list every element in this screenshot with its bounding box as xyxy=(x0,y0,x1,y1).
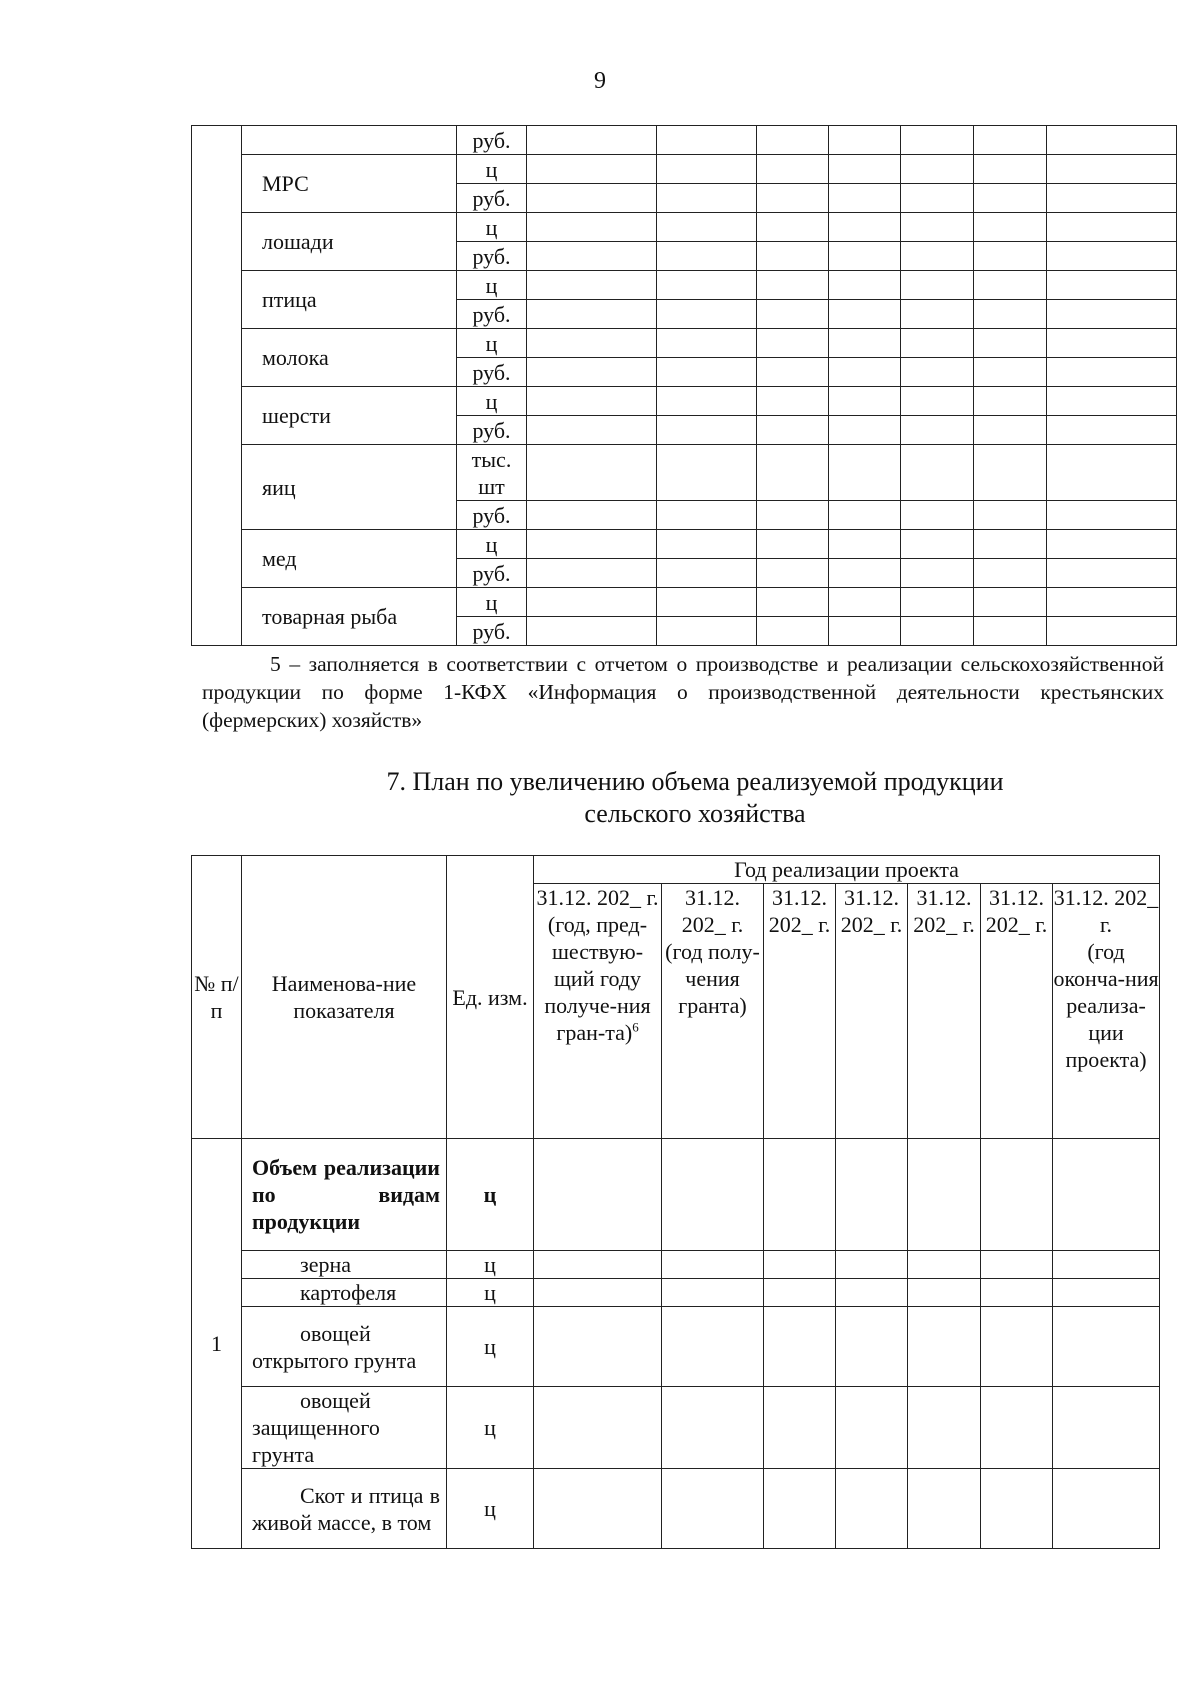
value-cell xyxy=(901,445,974,501)
value-cell xyxy=(657,271,757,300)
year-date: 31.12. 202_ г. xyxy=(913,885,975,937)
value-cell xyxy=(836,1469,908,1549)
value-cell xyxy=(901,300,974,329)
row-name-cell xyxy=(242,126,457,155)
value-cell xyxy=(901,588,974,617)
value-cell xyxy=(1047,416,1177,445)
value-cell xyxy=(1053,1469,1160,1549)
value-cell xyxy=(974,530,1047,559)
value-cell xyxy=(908,1279,981,1307)
unit-cell: ц xyxy=(457,155,527,184)
indicator-name-cell: Объем реализации по видам продукции xyxy=(242,1139,447,1251)
value-cell xyxy=(657,617,757,646)
value-cell xyxy=(527,213,657,242)
value-cell xyxy=(908,1469,981,1549)
unit-cell: ц xyxy=(447,1387,534,1469)
value-cell xyxy=(657,445,757,501)
row-number-cell xyxy=(192,126,242,646)
value-cell xyxy=(1047,184,1177,213)
value-cell xyxy=(829,501,901,530)
value-cell xyxy=(657,358,757,387)
value-cell xyxy=(1047,588,1177,617)
value-cell xyxy=(757,617,829,646)
value-cell xyxy=(662,1251,764,1279)
header-year-col-3 xyxy=(764,884,836,1139)
header-year-col-7 xyxy=(1053,884,1160,1139)
value-cell xyxy=(901,242,974,271)
sales-plan-table xyxy=(191,855,1160,1549)
value-cell xyxy=(974,416,1047,445)
value-cell xyxy=(974,126,1047,155)
value-cell xyxy=(764,1251,836,1279)
value-cell xyxy=(981,1251,1053,1279)
page-number: 9 xyxy=(594,68,606,94)
value-cell xyxy=(757,242,829,271)
value-cell xyxy=(829,184,901,213)
unit-cell: руб. xyxy=(457,126,527,155)
value-cell xyxy=(829,126,901,155)
header-year-col-1 xyxy=(534,884,662,1139)
value-cell xyxy=(1047,387,1177,416)
value-cell xyxy=(764,1469,836,1549)
value-cell xyxy=(657,416,757,445)
value-cell xyxy=(757,358,829,387)
year-date: 31.12. 202_ г. xyxy=(768,885,831,937)
year-note: (год полу-чения гранта) xyxy=(665,939,760,1018)
value-cell xyxy=(657,387,757,416)
value-cell xyxy=(527,530,657,559)
value-cell xyxy=(662,1279,764,1307)
value-cell xyxy=(974,213,1047,242)
value-cell xyxy=(901,501,974,530)
value-cell xyxy=(1047,501,1177,530)
value-cell xyxy=(974,559,1047,588)
section-title-line-2: сельского хозяйства xyxy=(584,799,806,828)
unit-cell: ц xyxy=(447,1469,534,1549)
value-cell xyxy=(829,358,901,387)
value-cell xyxy=(757,416,829,445)
value-cell xyxy=(534,1279,662,1307)
value-cell xyxy=(764,1307,836,1387)
value-cell xyxy=(662,1139,764,1251)
value-cell xyxy=(527,617,657,646)
value-cell xyxy=(1047,155,1177,184)
value-cell xyxy=(657,588,757,617)
value-cell xyxy=(1047,271,1177,300)
value-cell xyxy=(757,387,829,416)
value-cell xyxy=(836,1307,908,1387)
value-cell xyxy=(829,588,901,617)
value-cell xyxy=(901,184,974,213)
value-cell xyxy=(527,358,657,387)
value-cell xyxy=(829,155,901,184)
value-cell xyxy=(901,329,974,358)
value-cell xyxy=(657,155,757,184)
value-cell xyxy=(829,271,901,300)
value-cell xyxy=(901,559,974,588)
value-cell xyxy=(974,358,1047,387)
value-cell xyxy=(662,1387,764,1469)
unit-cell: ц xyxy=(447,1139,534,1251)
year-date: 31.12. 202_ г. xyxy=(536,885,659,910)
value-cell xyxy=(527,242,657,271)
value-cell xyxy=(657,530,757,559)
value-cell xyxy=(901,213,974,242)
value-cell xyxy=(974,271,1047,300)
year-date: 31.12. 202_ г. xyxy=(681,885,744,937)
value-cell xyxy=(981,1307,1053,1387)
value-cell xyxy=(836,1387,908,1469)
value-cell xyxy=(764,1387,836,1469)
header-unit: Ед. изм. xyxy=(447,856,534,1139)
value-cell xyxy=(1047,617,1177,646)
value-cell xyxy=(757,271,829,300)
value-cell xyxy=(757,445,829,501)
value-cell xyxy=(757,213,829,242)
value-cell xyxy=(1053,1139,1160,1251)
value-cell xyxy=(908,1307,981,1387)
value-cell xyxy=(527,300,657,329)
value-cell xyxy=(829,445,901,501)
value-cell xyxy=(981,1139,1053,1251)
value-cell xyxy=(764,1139,836,1251)
unit-cell: тыс. шт xyxy=(457,445,527,501)
unit-cell: руб. xyxy=(457,358,527,387)
indicator-name-cell: овощей защищенного грунта xyxy=(242,1387,447,1469)
value-cell xyxy=(757,329,829,358)
value-cell xyxy=(1047,559,1177,588)
year-date: 31.12. 202_ г. xyxy=(985,885,1048,937)
header-year-col-2 xyxy=(662,884,764,1139)
indicator-name-cell: зерна xyxy=(242,1251,447,1279)
value-cell xyxy=(657,242,757,271)
indicator-name-cell: овощей открытого грунта xyxy=(242,1307,447,1387)
value-cell xyxy=(981,1387,1053,1469)
row-name-cell: лошади xyxy=(242,213,457,271)
row-name-cell: шерсти xyxy=(242,387,457,445)
value-cell xyxy=(657,559,757,588)
unit-cell: руб. xyxy=(457,416,527,445)
value-cell xyxy=(974,445,1047,501)
value-cell xyxy=(1047,358,1177,387)
value-cell xyxy=(534,1387,662,1469)
unit-cell: руб. xyxy=(457,184,527,213)
value-cell xyxy=(527,588,657,617)
value-cell xyxy=(1047,242,1177,271)
value-cell xyxy=(657,501,757,530)
value-cell xyxy=(527,329,657,358)
indicator-name-cell: картофеля xyxy=(242,1279,447,1307)
header-year-col-6 xyxy=(981,884,1053,1139)
unit-cell: ц xyxy=(447,1251,534,1279)
year-note: (год, пред-шествую-щий году получе-ния гран-та)$^6$ xyxy=(544,912,651,1045)
row-name-cell: МРС xyxy=(242,155,457,213)
unit-cell: руб. xyxy=(457,501,527,530)
value-cell xyxy=(974,242,1047,271)
header-year-col-4 xyxy=(836,884,908,1139)
value-cell xyxy=(829,329,901,358)
value-cell xyxy=(657,184,757,213)
year-date: 31.12. 202_ г. xyxy=(840,885,903,937)
value-cell xyxy=(527,501,657,530)
value-cell xyxy=(1053,1387,1160,1469)
production-table-continuation xyxy=(191,125,1177,646)
value-cell xyxy=(764,1279,836,1307)
value-cell xyxy=(534,1139,662,1251)
value-cell xyxy=(534,1251,662,1279)
year-date: 31.12. 202_ г. xyxy=(1053,885,1159,937)
value-cell xyxy=(829,300,901,329)
value-cell xyxy=(527,184,657,213)
value-cell xyxy=(908,1139,981,1251)
row-name-cell: яиц xyxy=(242,445,457,530)
value-cell xyxy=(1047,530,1177,559)
value-cell xyxy=(974,184,1047,213)
value-cell xyxy=(757,300,829,329)
value-cell xyxy=(901,126,974,155)
value-cell xyxy=(901,155,974,184)
value-cell xyxy=(981,1469,1053,1549)
unit-cell: ц xyxy=(457,271,527,300)
value-cell xyxy=(901,358,974,387)
value-cell xyxy=(1047,300,1177,329)
unit-cell: руб. xyxy=(457,559,527,588)
unit-cell: руб. xyxy=(457,300,527,329)
value-cell xyxy=(534,1307,662,1387)
value-cell xyxy=(527,271,657,300)
value-cell xyxy=(527,387,657,416)
value-cell xyxy=(836,1251,908,1279)
unit-cell: ц xyxy=(457,329,527,358)
value-cell xyxy=(757,155,829,184)
value-cell xyxy=(757,530,829,559)
unit-cell: руб. xyxy=(457,242,527,271)
unit-cell: руб. xyxy=(457,617,527,646)
value-cell xyxy=(829,242,901,271)
year-note: (год оконча-ния реализа-ции проекта) xyxy=(1053,939,1159,1072)
value-cell xyxy=(901,416,974,445)
value-cell xyxy=(657,329,757,358)
value-cell xyxy=(974,329,1047,358)
value-cell xyxy=(527,445,657,501)
value-cell xyxy=(829,617,901,646)
value-cell xyxy=(974,501,1047,530)
value-cell xyxy=(829,530,901,559)
row-name-cell: товарная рыба xyxy=(242,588,457,646)
footnote-5: 5 – заполняется в соответствии с отчетом о производстве и реализации сельскохозяйственной продукции по форме 1-КФХ «Информация о производственной деятельности крестьянских (фермерских) хозяйств» xyxy=(202,652,1164,732)
unit-cell: ц xyxy=(457,213,527,242)
value-cell xyxy=(901,617,974,646)
value-cell xyxy=(908,1387,981,1469)
value-cell xyxy=(901,530,974,559)
section-title xyxy=(330,766,1060,830)
footnote-ref: 6 xyxy=(632,1019,639,1035)
value-cell xyxy=(1047,213,1177,242)
value-cell xyxy=(836,1279,908,1307)
value-cell xyxy=(657,213,757,242)
row-name-cell: молока xyxy=(242,329,457,387)
value-cell xyxy=(657,126,757,155)
unit-cell: ц xyxy=(457,387,527,416)
header-year-of-project: Год реализации проекта xyxy=(534,856,1160,884)
value-cell xyxy=(974,155,1047,184)
value-cell xyxy=(829,387,901,416)
value-cell xyxy=(829,559,901,588)
value-cell xyxy=(757,559,829,588)
value-cell xyxy=(974,387,1047,416)
value-cell xyxy=(1047,329,1177,358)
value-cell xyxy=(981,1279,1053,1307)
header-year-col-5 xyxy=(908,884,981,1139)
value-cell xyxy=(757,501,829,530)
value-cell xyxy=(662,1307,764,1387)
value-cell xyxy=(657,300,757,329)
value-cell xyxy=(1053,1307,1160,1387)
value-cell xyxy=(829,416,901,445)
header-number: № п/п xyxy=(192,856,242,1139)
unit-cell: ц xyxy=(457,530,527,559)
value-cell xyxy=(901,387,974,416)
value-cell xyxy=(527,126,657,155)
unit-cell: ц xyxy=(447,1279,534,1307)
value-cell xyxy=(757,588,829,617)
unit-cell: ц xyxy=(447,1307,534,1387)
indicator-name-cell: Скот и птица в живой массе, в том xyxy=(242,1469,447,1549)
unit-cell: ц xyxy=(457,588,527,617)
value-cell xyxy=(974,588,1047,617)
value-cell xyxy=(829,213,901,242)
value-cell xyxy=(1047,126,1177,155)
value-cell xyxy=(974,300,1047,329)
row-name-cell: птица xyxy=(242,271,457,329)
value-cell xyxy=(1053,1251,1160,1279)
value-cell xyxy=(757,126,829,155)
value-cell xyxy=(527,559,657,588)
value-cell xyxy=(527,155,657,184)
value-cell xyxy=(757,184,829,213)
value-cell xyxy=(836,1139,908,1251)
section-title-line-1: 7. План по увеличению объема реализуемой продукции xyxy=(386,767,1004,796)
header-indicator-name: Наименова-ние показателя xyxy=(242,856,447,1139)
value-cell xyxy=(662,1469,764,1549)
value-cell xyxy=(1047,445,1177,501)
value-cell xyxy=(901,271,974,300)
value-cell xyxy=(974,617,1047,646)
value-cell xyxy=(527,416,657,445)
row-number-cell: 1 xyxy=(192,1139,242,1549)
value-cell xyxy=(908,1251,981,1279)
row-name-cell: мед xyxy=(242,530,457,588)
value-cell xyxy=(1053,1279,1160,1307)
value-cell xyxy=(534,1469,662,1549)
